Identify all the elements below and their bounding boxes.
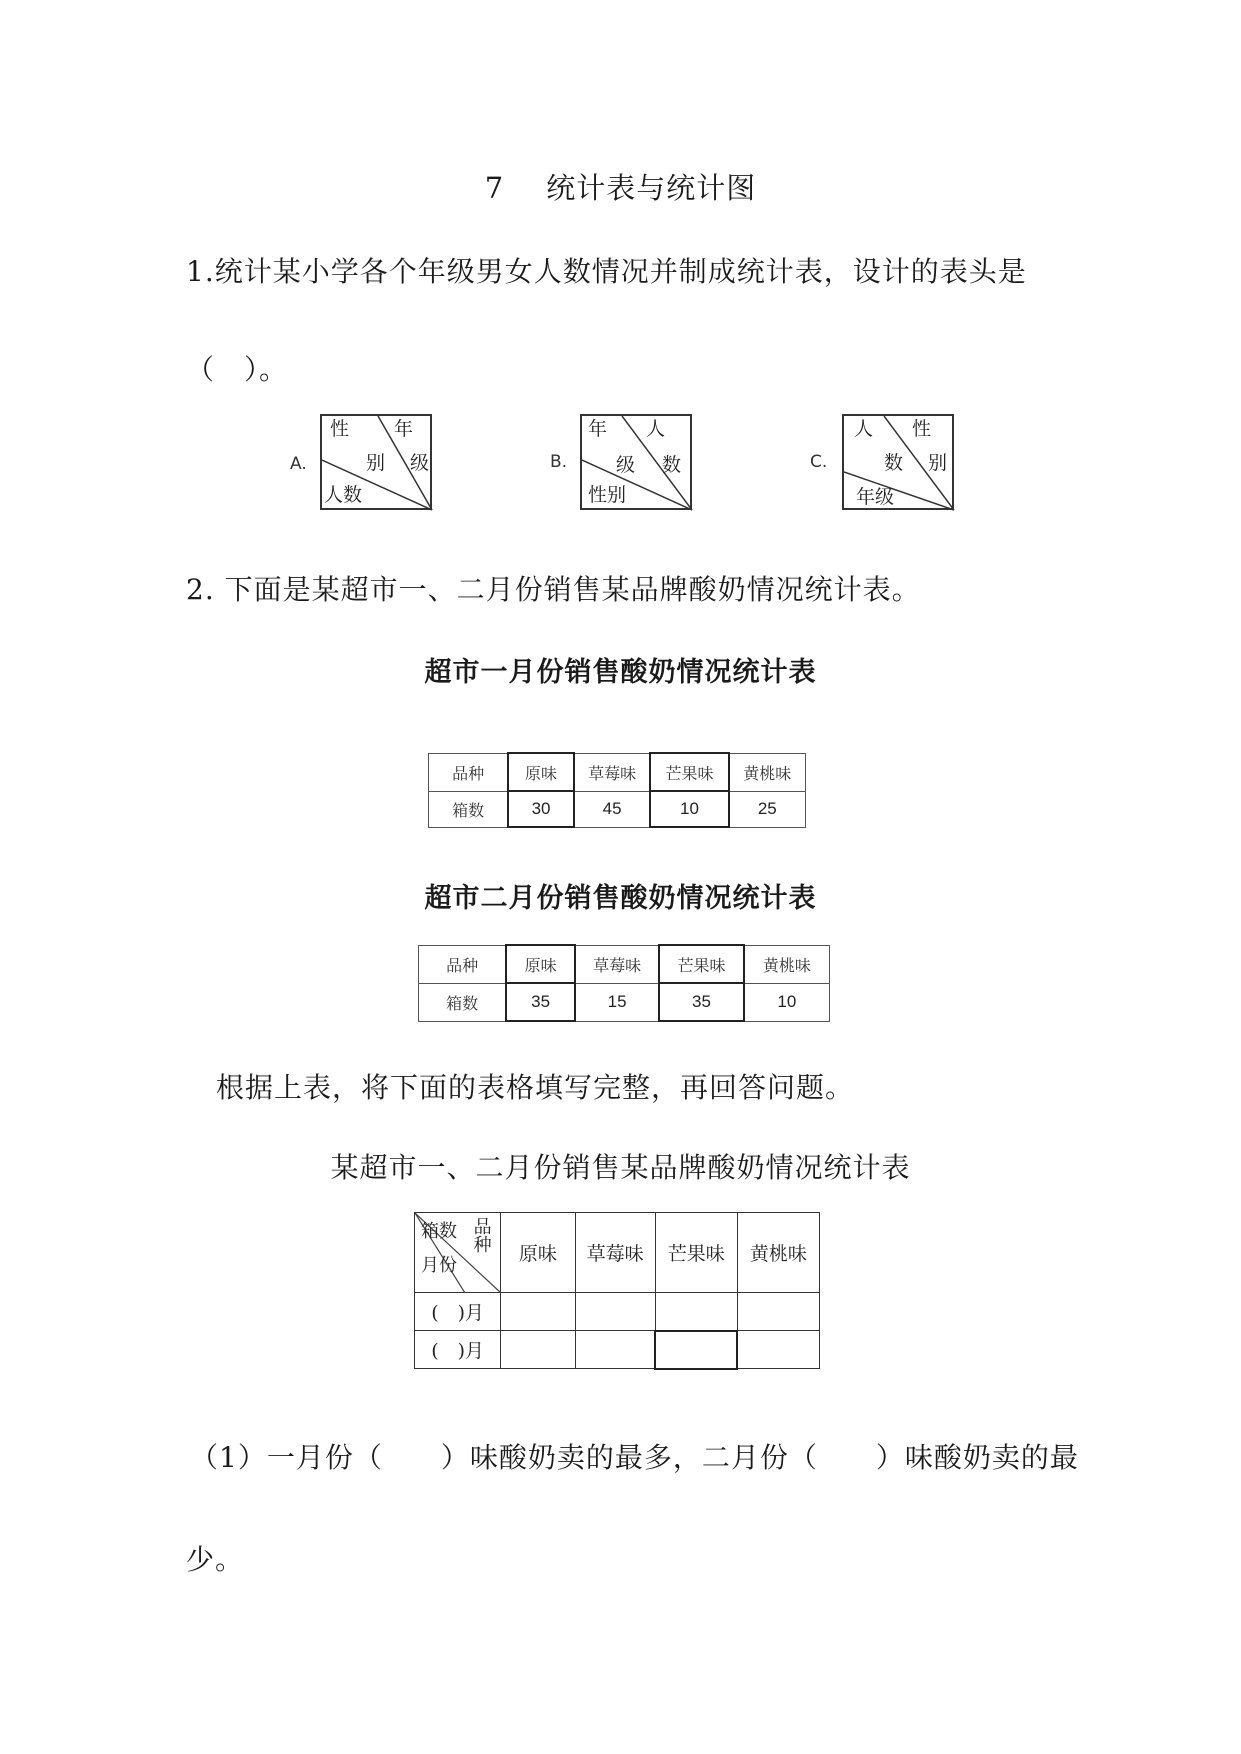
table2-data-row: [419, 983, 830, 1021]
option-a-bottom: 人数: [324, 484, 363, 506]
option-a-label: A.: [290, 454, 307, 474]
table2-header-cell: 草莓味: [575, 945, 659, 983]
combined-column-header: 黄桃味: [737, 1213, 819, 1293]
option-c-bottom: 年级: [856, 486, 895, 508]
option-a-header[interactable]: [320, 414, 432, 510]
option-b-mid-b: 数: [662, 454, 682, 476]
combined-blank-cell[interactable]: [501, 1293, 575, 1331]
table2-header-cell: 黄桃味: [744, 945, 830, 983]
table2-title: 超市二月份销售酸奶情况统计表: [424, 883, 817, 914]
section-title: 统计表与统计图: [546, 171, 757, 205]
table2-value: 10: [744, 983, 830, 1021]
option-c-header[interactable]: [842, 414, 954, 510]
page-title: [0, 166, 1241, 207]
option-a-mid-a: 别: [366, 452, 386, 474]
option-a-top-right: 年: [394, 418, 414, 440]
combined-row-label: ( )月: [415, 1331, 501, 1369]
table2-header-row: [419, 945, 830, 983]
table1-value: 10: [650, 791, 728, 827]
table1-header-cell: 品种: [429, 753, 509, 791]
combined-column-header: 草莓味: [575, 1213, 655, 1293]
q2-instruction: 根据上表，将下面的表格填写完整，再回答问题。: [216, 1071, 855, 1104]
combined-row-label: ( )月: [415, 1293, 501, 1331]
combined-header-row: [415, 1213, 820, 1293]
combined-column-header: 芒果味: [655, 1213, 737, 1293]
option-c-top-right: 性: [912, 418, 932, 440]
table1-value: 30: [508, 791, 574, 827]
corner-top-right: 品种: [473, 1217, 492, 1256]
option-b-mid-a: 级: [616, 454, 636, 476]
option-c-label: C.: [810, 452, 828, 472]
table1-header-row: [429, 753, 806, 791]
q1-text-line1: 1.统计某小学各个年级男女人数情况并制成统计表，设计的表头是: [186, 255, 1027, 288]
option-a-top-left: 性: [330, 418, 350, 440]
table2-header-cell: 品种: [419, 945, 507, 983]
option-a-mid-b: 级: [410, 452, 430, 474]
table2-header-cell: 芒果味: [659, 945, 743, 983]
option-c-mid-b: 别: [928, 452, 948, 474]
table1-header-cell: 原味: [508, 753, 574, 791]
combined-row: [415, 1293, 820, 1331]
option-b-header[interactable]: [580, 414, 692, 510]
table1-header-cell: 黄桃味: [729, 753, 806, 791]
table2-value: 35: [506, 983, 575, 1021]
combined-table[interactable]: [414, 1212, 820, 1370]
combined-blank-cell[interactable]: [575, 1293, 655, 1331]
table1: [428, 752, 806, 828]
corner-top-left: 箱数: [421, 1221, 457, 1242]
table2-header-cell: 原味: [506, 945, 575, 983]
option-c-top-left: 人: [854, 418, 874, 440]
table2-row-label: 箱数: [419, 983, 507, 1021]
combined-blank-cell[interactable]: [655, 1331, 737, 1369]
table1-value: 45: [574, 791, 650, 827]
table1-row-label: 箱数: [429, 791, 509, 827]
option-b-top-left: 年: [588, 418, 608, 440]
option-c-mid-a: 数: [884, 452, 904, 474]
combined-column-header: 原味: [501, 1213, 575, 1293]
table2: [418, 944, 830, 1022]
combined-blank-cell[interactable]: [501, 1331, 575, 1369]
option-b-label: B.: [550, 452, 568, 472]
combined-row: [415, 1331, 820, 1369]
combined-blank-cell[interactable]: [575, 1331, 655, 1369]
table1-value: 25: [729, 791, 806, 827]
table1-data-row: [429, 791, 806, 827]
q1-text-line2: （ ）。: [186, 353, 289, 386]
option-b-top-right: 人: [646, 418, 666, 440]
combined-blank-cell[interactable]: [737, 1293, 819, 1331]
table2-value: 35: [659, 983, 743, 1021]
table1-header-cell: 草莓味: [574, 753, 650, 791]
combined-corner-cell: [415, 1213, 501, 1293]
q2-sub1-line1: （1）一月份（ ）味酸奶卖的最多，二月份（ ）味酸奶卖的最: [190, 1441, 1079, 1474]
combined-blank-cell[interactable]: [655, 1293, 737, 1331]
combined-blank-cell[interactable]: [737, 1331, 819, 1369]
section-number: 7: [484, 171, 505, 205]
table1-header-cell: 芒果味: [650, 753, 728, 791]
table1-title: 超市一月份销售酸奶情况统计表: [424, 657, 817, 688]
combined-table-title: 某超市一、二月份销售某品牌酸奶情况统计表: [330, 1151, 911, 1184]
option-b-bottom: 性别: [588, 484, 627, 506]
q2-sub1-line2: 少。: [186, 1543, 245, 1576]
q2-intro: 2. 下面是某超市一、二月份销售某品牌酸奶情况统计表。: [186, 573, 921, 606]
table2-value: 15: [575, 983, 659, 1021]
corner-bottom: 月份: [421, 1255, 457, 1276]
